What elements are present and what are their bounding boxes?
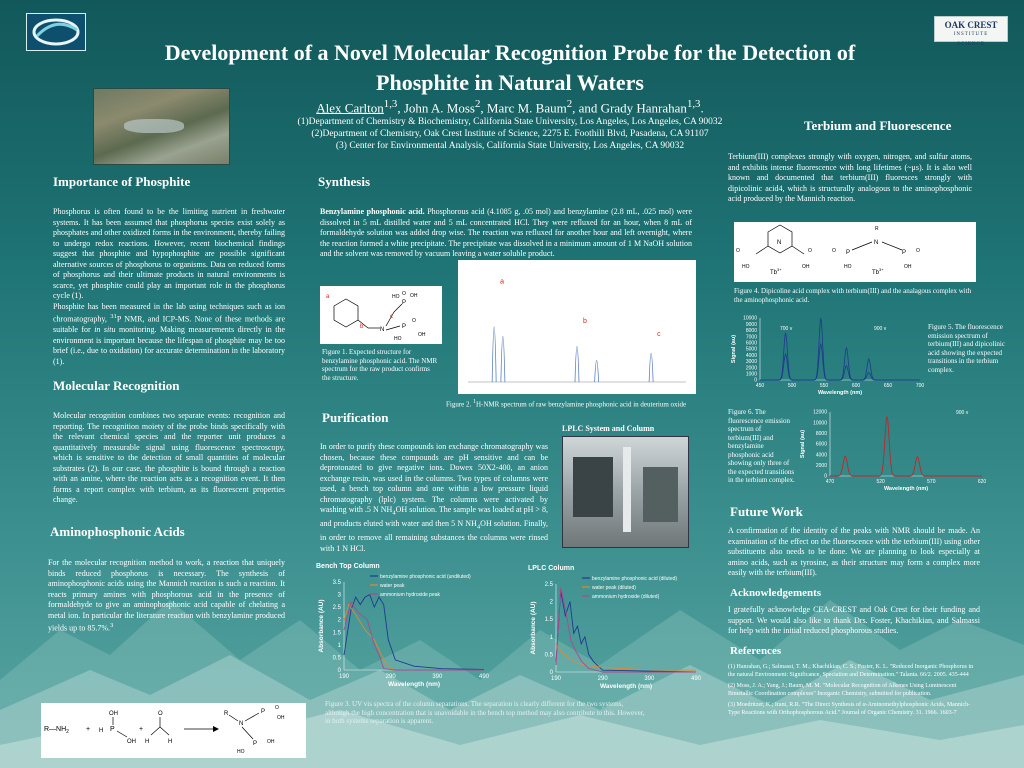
- y-tick-label: 5000: [745, 346, 757, 353]
- y-tick-label: 2000: [815, 463, 827, 469]
- references-heading: References: [730, 645, 782, 657]
- struct-o: O: [412, 318, 416, 324]
- nmr-peak: [492, 327, 496, 382]
- fig1-caption: Figure 1. Expected structure for benzylamine phosphonic acid. The NMR spectrum for the raw product confirms the structure.: [322, 348, 438, 382]
- scheme-oh: OH: [277, 715, 285, 721]
- y-tick-label: 3.5: [332, 580, 341, 586]
- x-tick-label: 500: [787, 383, 797, 389]
- label-a: a: [326, 294, 330, 300]
- x-tick-label: 190: [338, 674, 350, 680]
- reference-3: (3) Moedritzer, K.; Irani, R.R. "The Direct Synthesis of α-Aminomethylphosphonic Acids, Mannich-Type Reactions with Orthophosphorous Acid." Journal of Organic Chemistry. 31. 1966. 1603-7: [728, 702, 971, 716]
- author-end: .: [700, 100, 704, 116]
- importance-para2c: monitoring. Making measurements directly in the environment is important because the lifespan of phosphite may be too brief (i.e., due to oxidation) for accurate determination in the laboratory (1).: [53, 325, 285, 366]
- title-line1: Development of a Novel Molecular Recognition Probe for the Detection of: [164, 40, 856, 65]
- logo-line1: OAK CREST: [944, 20, 998, 30]
- nmr-spectrum: [458, 260, 696, 394]
- importance-heading: Importance of Phosphite: [53, 174, 191, 189]
- x-tick-label: 290: [597, 676, 608, 682]
- series-line: [556, 588, 696, 673]
- scheme-h: H: [168, 739, 173, 745]
- synthesis-heading: Synthesis: [318, 174, 371, 189]
- terbium-complexes: [734, 222, 976, 282]
- y-tick-label: 0.5: [544, 652, 553, 659]
- legend-label: benzylamine phosphonic acid (diluted): [592, 576, 678, 582]
- tb-p: P: [846, 250, 851, 256]
- reference-2: (2) Moss, J. A.; Yang, J.; Baum, M. M. "Molecular Recognition of Alkenes Using Luminescent Bimetallic Coordination complexes" Inorganic Chemistry, submitted for publication.: [728, 683, 957, 697]
- y-tick-label: 10000: [743, 315, 757, 322]
- fig4-caption: Figure 4. Dipicoline acid complex with terbium(III) and the analagous complex with the aminophosphonic acid.: [734, 287, 972, 304]
- label-b: b: [360, 324, 364, 330]
- x-axis-label: Wavelength (nm): [817, 390, 863, 396]
- sub: 4: [476, 523, 481, 531]
- y-tick-label: 9000: [745, 321, 757, 328]
- y-axis-label: Signal (au): [800, 429, 806, 459]
- y-tick-label: 2: [549, 599, 553, 606]
- synthesis-text: [320, 207, 692, 260]
- sup: 1,3: [383, 98, 398, 110]
- oak-crest-logo: [934, 16, 1008, 47]
- importance-para1: Phosphorus is often found to be the limiting nutrient in freshwater systems. It has been assumed that phosphorus species exist solely as phosphates and other oxidized forms in the environment, thereby failing to undergo redox reactions. However, recent biochemical findings suggest that phosphite and hypophosphite are possible significant alternative sources of phosphorus to organisms. Data on reduced forms of phosphorus and their ultimate products in natural environments is scarce, yet phosphite could play an important role in the phosphorus cycle (1).: [53, 207, 285, 300]
- struct-p: P: [402, 300, 407, 306]
- y-tick-label: 7000: [745, 334, 757, 341]
- y-tick-label: 0.5: [332, 655, 341, 662]
- series-line: [556, 644, 696, 670]
- fig5-annotation: 700 v: [780, 326, 793, 332]
- importance-para2b: P NMR, and ICP-MS. None of these methods are suitable for: [53, 314, 285, 335]
- x-tick-label: 470: [825, 479, 835, 485]
- first-author: Alex Carlton: [316, 100, 384, 116]
- ack-heading: Acknowledgements: [730, 587, 822, 599]
- y-axis-label: Signal (au): [731, 334, 737, 364]
- chart-title: Bench Top Column: [316, 563, 380, 570]
- importance-ital: in situ: [94, 325, 116, 335]
- synthesis-body: Phosphorous acid (4.1085 g, .05 mol) and benzylamine (2.8 mL, .025 mol) were dissolved in 5 mL distilled water and 5 mL concentrated HCl. They were refluxed for an hour, when 8 mL of formaldehyde solution was added drop wise. The reaction was refluxed for another hour and left overnight, where the reaction formed a white precipitate. The precipitate was dissolved in a minimum amount of 1 M NaOH solution and the solvent was removed by vacuum leaving a water soluble product.: [320, 207, 692, 258]
- y-tick-label: 3000: [745, 359, 757, 366]
- y-tick-label: 6000: [745, 340, 757, 347]
- lplc-photo-title: LPLC System and Column: [562, 424, 655, 433]
- sup: 1,3: [686, 98, 701, 110]
- scheme-oh: OH: [267, 739, 275, 745]
- fig6-series-line: [830, 416, 982, 476]
- tb-oh: OH: [802, 264, 810, 270]
- importance-para2: Phosphite has been measured in the lab using techniques such as ion chromatography,: [53, 301, 285, 324]
- legend-label: water peak (diluted): [592, 585, 636, 591]
- x-axis-label: Wavelength (nm): [883, 486, 929, 492]
- struct-ho: HO: [394, 336, 402, 342]
- reference-1: (1) Hanrahan, G.; Salmassi, T. M.; Khachikian, C. S.; Foster, K. L. "Reduced Inorganic Phosphorus in the natural Environment: Significance, Speciation and Determination." Talanta. 66/2. 2005. 435-444: [728, 664, 974, 678]
- y-tick-label: 2000: [745, 365, 757, 372]
- tb-ho: HO: [844, 264, 852, 270]
- pur-b: OH solution. The sample was loaded at pH > 8, and products eluted with water and then 5 N NH: [320, 505, 549, 529]
- y-tick-label: 4000: [815, 452, 827, 459]
- scheme-ho: HO: [237, 749, 245, 755]
- struct-o: O: [402, 291, 406, 297]
- nmr-peak-label: a: [500, 278, 505, 286]
- nmr-peak: [595, 360, 599, 382]
- sup: 2: [475, 98, 481, 110]
- y-tick-label: 8000: [745, 328, 757, 335]
- tb-o: O: [736, 248, 740, 254]
- tb-o: O: [916, 248, 920, 254]
- scheme-sub: 2: [66, 729, 69, 735]
- legend-label: benzylamine phosphonic acid (undiluted): [380, 574, 471, 580]
- nmr-peak: [649, 353, 653, 382]
- x-tick-label: 550: [819, 383, 829, 389]
- molecular-text: Molecular recognition combines two separate events: recognition and reporting. The recognition moiety of the probe binds specifically with the relevant chemical species and the reporter unit produces a quantitatively measurable signal using fluorescence spectroscopy, which is sensitive to the detection of small quantities of molecular substrates (2). In our case, the phosphite is bound through a reaction with an amine, where the reaction acts as a recognition event. It then forms a report complex with terbium, as its fluorescent properties change.: [53, 411, 285, 504]
- tb-ho: HO: [742, 264, 750, 270]
- affiliation-2: (2)Department of Chemistry, Oak Crest Institute of Science, 2275 E. Foothill Blvd, Pasadena, CA 91107: [311, 129, 709, 139]
- y-tick-label: 1000: [745, 371, 757, 378]
- x-tick-label: 450: [755, 383, 765, 389]
- y-tick-label: 0: [824, 473, 827, 480]
- scheme-p: P: [261, 709, 266, 715]
- legend-label: ammonium hydroxide (diluted): [592, 594, 660, 600]
- scheme-oh: OH: [127, 739, 136, 745]
- x-tick-label: 490: [690, 676, 702, 682]
- y-tick-label: 6000: [815, 441, 827, 448]
- author-baum: , Marc M. Baum: [480, 100, 567, 116]
- tb-p: P: [902, 250, 907, 256]
- author-list: [260, 98, 760, 116]
- scheme-h: H: [145, 739, 150, 745]
- tb-label: [770, 267, 782, 276]
- tb: Tb: [872, 270, 880, 276]
- scheme-r-nh2: R—NH: [44, 726, 67, 733]
- x-tick-label: 390: [644, 676, 655, 682]
- pur-a: In order to purify these compounds ion exchange chromatography was chosen, because these compounds are pH sensitive and can be deprotonated to give negative ions. Dowex 50X2-400, an anion exchange resin, was used in the columns. Two types of columns were used, a bench top column and one within a low pressure liquid chromatography (lplc) system. The columns were activated by washing with .5 N NH: [320, 442, 548, 514]
- tb-sup: 3+: [777, 267, 782, 272]
- sup: 31: [110, 313, 117, 320]
- struct-oh: OH: [418, 332, 426, 338]
- scheme-h: H: [99, 728, 104, 734]
- nmr-peak: [501, 336, 505, 382]
- molecular-heading: Molecular Recognition: [53, 378, 180, 393]
- y-tick-label: 2.5: [544, 582, 553, 588]
- struct-p: P: [402, 324, 407, 330]
- logo-line3: SCIENCE: [957, 42, 985, 47]
- y-tick-label: 2.5: [332, 605, 341, 612]
- sup: 3: [110, 622, 114, 629]
- x-tick-label: 190: [550, 676, 562, 682]
- fig3-caption: Figure 3. UV vis spectra of the column separations. The separation is clearly different for the two systems, although the high concentration that is unavoidable in the bench top method may also contribute to this. However, in both systems separation is apparent.: [325, 700, 645, 725]
- tb: Tb: [770, 270, 778, 276]
- scheme-p: P: [253, 741, 258, 747]
- scheme-o: O: [158, 711, 163, 717]
- x-axis-label: Wavelength (nm): [599, 683, 653, 690]
- fig6-chart: [796, 404, 996, 494]
- tb-oh: OH: [904, 264, 912, 270]
- y-tick-label: 3: [337, 592, 341, 599]
- y-tick-label: 12000: [813, 409, 827, 416]
- plus: +: [139, 726, 144, 733]
- fig5-chart: [728, 312, 928, 400]
- tb-label: [872, 267, 884, 276]
- tb-o: O: [832, 248, 836, 254]
- nmr-peak-label: b: [583, 317, 587, 325]
- x-tick-label: 570: [927, 479, 936, 485]
- scheme-p: P: [110, 726, 115, 733]
- fig2-a: Figure 2.: [446, 400, 474, 409]
- tb-r: R: [875, 226, 879, 232]
- y-tick-label: 10000: [813, 420, 827, 427]
- synthesis-bold: Benzylamine phosphonic acid.: [320, 207, 425, 216]
- bench-top-chart: [314, 560, 504, 696]
- series-line: [556, 591, 696, 672]
- fig6-annotation: 900 v: [956, 410, 969, 416]
- future-text: A confirmation of the identity of the peaks with NMR should be made. An examination of the effect on the fluorescence with the terbium(III) using other substituents also needs to be done. We are planning to look especially at amino acids, such as tyrosine, as their structure may form a complex more easily with the terbium(III).: [728, 526, 980, 577]
- tb-o: O: [808, 248, 812, 254]
- sub: 4: [392, 509, 396, 517]
- struct-n: N: [380, 327, 385, 333]
- series-line: [344, 605, 484, 670]
- x-tick-label: 620: [977, 479, 987, 485]
- scheme-o: O: [275, 705, 279, 711]
- x-tick-label: 520: [876, 479, 885, 485]
- affiliation-3: (3) Center for Environmental Analysis, California State University, Los Angeles, CA 90032: [335, 141, 685, 151]
- swoosh-icon: [27, 14, 85, 50]
- fig6-caption: Figure 6. The fluorescence emission spectrum of terbium(III) and benzylamine phosphonic acid showing only three of the expected transitions in the terbium complex.: [728, 408, 795, 484]
- importance-text: [53, 207, 285, 367]
- logo-line2: INSTITUTE: [953, 32, 989, 37]
- ack-text: I gratefully acknowledge CEA-CREST and Oak Crest for their funding and support. We would also like to thank Drs. Foster, Khachikian, and Salmassi for help with the initial reduced phosphorous studies.: [728, 605, 980, 635]
- nmr-peak: [575, 346, 579, 382]
- x-tick-label: 700: [915, 383, 925, 389]
- csula-logo: [26, 13, 86, 51]
- future-heading: Future Work: [730, 504, 803, 519]
- y-tick-label: 0: [754, 377, 757, 384]
- y-tick-label: 4000: [745, 352, 757, 359]
- amino-text-body: For the molecular recognition method to work, a reaction that uniquely binds reduced phosphorus is necessary. The synthesis of aminophosphonic acids using the Mannich reaction is such a reaction. It reacts primary amines with phosphorous acid in the presence of formaldehyde to give an aminophosphonic acid capable of chelating a metal ion. In particular the literature reaction with benzylamine produced yields up to 85.7%.: [48, 558, 285, 633]
- series-line: [344, 602, 484, 670]
- x-tick-label: 650: [883, 383, 893, 389]
- fig2-caption: [446, 398, 726, 409]
- tb-n: N: [874, 240, 879, 246]
- terbium-text: Terbium(III) complexes strongly with oxygen, nitrogen, and sulfur atoms, and exhibits intense fluorescence with long lifetimes (~μs). It is also well known and documented that terbium(III) fluoresces strongly with dipicolinic acid4, which is structurally analogous to the aminophosphonic acid produced by the Mannich reaction.: [728, 152, 972, 203]
- fig5-caption: Figure 5. The fluorescence emission spectrum of terbium(III) and dipicolinic acid showing the expected transitions in the terbium complex.: [928, 323, 1005, 374]
- x-tick-label: 600: [851, 383, 861, 389]
- purification-heading: Purification: [322, 410, 389, 425]
- amino-heading: Aminophosphonic Acids: [50, 524, 185, 539]
- y-tick-label: 1.5: [332, 630, 341, 637]
- x-tick-label: 290: [385, 674, 396, 680]
- x-axis-label: Wavelength (nm): [387, 681, 441, 688]
- series-line: [344, 595, 484, 670]
- author-hanrahan: , and Grady Hanrahan: [572, 100, 687, 116]
- fig2-b: H-NMR spectrum of raw benzylamine phosphonic acid in deuterium oxide: [475, 400, 687, 409]
- sup: 2: [566, 98, 573, 110]
- scheme-r: R: [224, 711, 229, 717]
- sup: 1: [473, 399, 476, 405]
- label-c: c: [390, 314, 393, 320]
- legend-label: water peak: [380, 583, 405, 589]
- struct-ho: HO: [392, 294, 400, 300]
- terbium-heading: Terbium and Fluorescence: [804, 118, 952, 133]
- author-moss: , John A. Moss: [397, 100, 475, 116]
- lplc-photo: [562, 436, 689, 548]
- y-tick-label: 1: [549, 634, 553, 641]
- nmr-peak-label: c: [657, 331, 661, 339]
- y-tick-label: 1.5: [544, 617, 553, 624]
- x-tick-label: 490: [478, 674, 490, 680]
- y-axis-label: Absorbance (AU): [318, 599, 325, 653]
- y-tick-label: 8000: [815, 431, 827, 437]
- mannich-scheme: [41, 703, 306, 758]
- amino-text: [48, 558, 285, 634]
- y-tick-label: 0: [549, 670, 553, 676]
- chart-title: LPLC Column: [528, 565, 575, 572]
- benzylamine-structure: [320, 286, 442, 344]
- lplc-chart: [526, 562, 716, 698]
- tb-n: N: [777, 240, 782, 246]
- references-list: [728, 663, 980, 717]
- x-tick-label: 390: [432, 674, 443, 680]
- legend-label: ammonium hydroxide peak: [380, 592, 441, 598]
- affiliation-1: (1)Department of Chemistry & Biochemistry, California State University, Los Angeles, Los Angeles, CA 90032: [297, 117, 723, 127]
- scheme-n: N: [239, 721, 244, 727]
- svg-text:R—NH2: [44, 726, 69, 735]
- title-line2: Phosphite in Natural Waters: [376, 70, 644, 95]
- y-tick-label: 0: [337, 668, 341, 674]
- y-tick-label: 1: [337, 642, 341, 649]
- tb-sup: 3+: [879, 267, 884, 272]
- scheme-oh: OH: [109, 711, 118, 717]
- plus: +: [86, 726, 91, 733]
- pur-c: OH solution. Finally, in order to remove all remaining substances the columns were rinsed with 1 N HCl.: [320, 519, 548, 553]
- fig5-annotation: 900 v: [874, 326, 887, 332]
- struct-oh: OH: [410, 293, 418, 299]
- y-axis-label: Absorbance (AU): [530, 601, 537, 655]
- y-tick-label: 2: [337, 617, 341, 624]
- purification-text: [320, 442, 548, 554]
